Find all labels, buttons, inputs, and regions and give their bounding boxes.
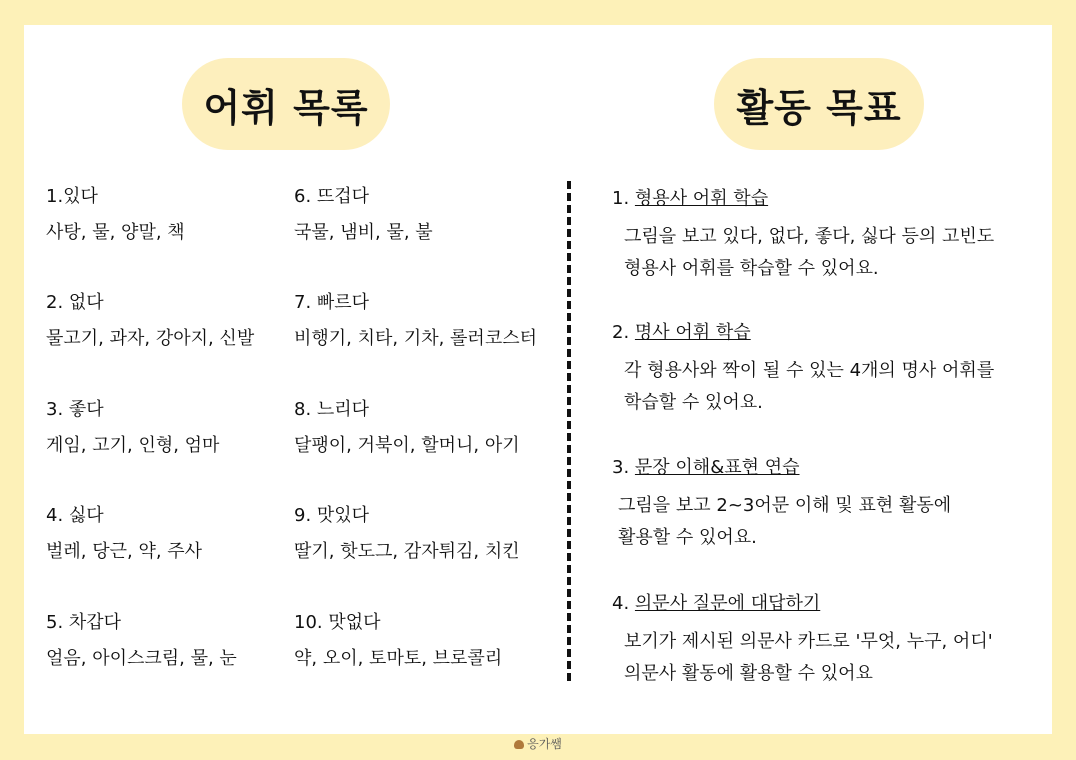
- vocab-item-1: [46, 185, 185, 245]
- vocab-item-6: [294, 185, 433, 245]
- vocab-item-7: [294, 291, 537, 351]
- vocab-item-9: [294, 504, 520, 564]
- column-divider: [567, 181, 571, 681]
- goal-description: 그림을 보고 있다, 없다, 좋다, 싫다 등의 고빈도 형용사 어휘를 학습할 수 있어요.: [624, 226, 995, 279]
- vocab-word: 3. 좋다: [46, 399, 104, 420]
- vocab-word: 6. 뜨겁다: [294, 186, 370, 207]
- goal-item-3: [612, 456, 1042, 554]
- vocab-nouns: 국물, 냄비, 물, 불: [294, 222, 433, 243]
- vocab-word: 1.있다: [46, 186, 98, 207]
- vocab-nouns: 딸기, 핫도그, 감자튀김, 치킨: [294, 541, 520, 562]
- goal-item-4: [612, 592, 1042, 690]
- goal-description: 그림을 보고 2~3어문 이해 및 표현 활동에 활용할 수 있어요.: [618, 495, 952, 548]
- vocab-word: 10. 맛없다: [294, 612, 381, 633]
- worksheet: [24, 25, 1052, 734]
- brand-name: 응가쌤: [527, 737, 562, 751]
- vocab-word: 7. 빠르다: [294, 292, 370, 313]
- vocab-word: 2. 없다: [46, 292, 104, 313]
- vocab-nouns: 벌레, 당근, 약, 주사: [46, 541, 203, 562]
- goal-heading: 3. 문장 이해&표현 연습: [612, 457, 800, 478]
- vocab-item-2: [46, 291, 254, 351]
- vocab-word: 8. 느리다: [294, 399, 370, 420]
- vocab-nouns: 게임, 고기, 인형, 엄마: [46, 435, 220, 456]
- vocab-item-5: [46, 611, 237, 671]
- vocab-word: 9. 맛있다: [294, 505, 370, 526]
- vocab-nouns: 비행기, 치타, 기차, 롤러코스터: [294, 328, 537, 349]
- goal-heading: 1. 형용사 어휘 학습: [612, 188, 769, 209]
- vocab-list-title: 어휘 목록: [182, 58, 390, 150]
- vocab-nouns: 물고기, 과자, 강아지, 신발: [46, 328, 255, 349]
- vocab-word: 5. 차갑다: [46, 612, 122, 633]
- vocab-nouns: 사탕, 물, 양말, 책: [46, 222, 185, 243]
- goal-item-2: [612, 321, 1042, 419]
- vocab-nouns: 달팽이, 거북이, 할머니, 아기: [294, 435, 520, 456]
- goal-description: 보기가 제시된 의문사 카드로 '무엇, 누구, 어디' 의문사 활동에 활용할 수 있어요: [624, 631, 993, 684]
- vocab-nouns: 약, 오이, 토마토, 브로콜리: [294, 648, 503, 669]
- vocab-item-4: [46, 504, 202, 564]
- vocab-item-10: [294, 611, 502, 671]
- activity-goal-title: 활동 목표: [714, 58, 924, 150]
- goal-heading: 4. 의문사 질문에 대답하기: [612, 593, 821, 614]
- vocab-item-8: [294, 398, 520, 458]
- goal-description: 각 형용사와 짝이 될 수 있는 4개의 명사 어휘를 학습할 수 있어요.: [624, 360, 995, 413]
- poop-icon: [514, 740, 524, 749]
- vocab-word: 4. 싫다: [46, 505, 104, 526]
- vocab-item-3: [46, 398, 219, 458]
- vocab-nouns: 얼음, 아이스크림, 물, 눈: [46, 648, 237, 669]
- brand-footer: [0, 735, 1076, 752]
- goal-heading: 2. 명사 어휘 학습: [612, 322, 751, 343]
- goal-item-1: [612, 187, 1042, 285]
